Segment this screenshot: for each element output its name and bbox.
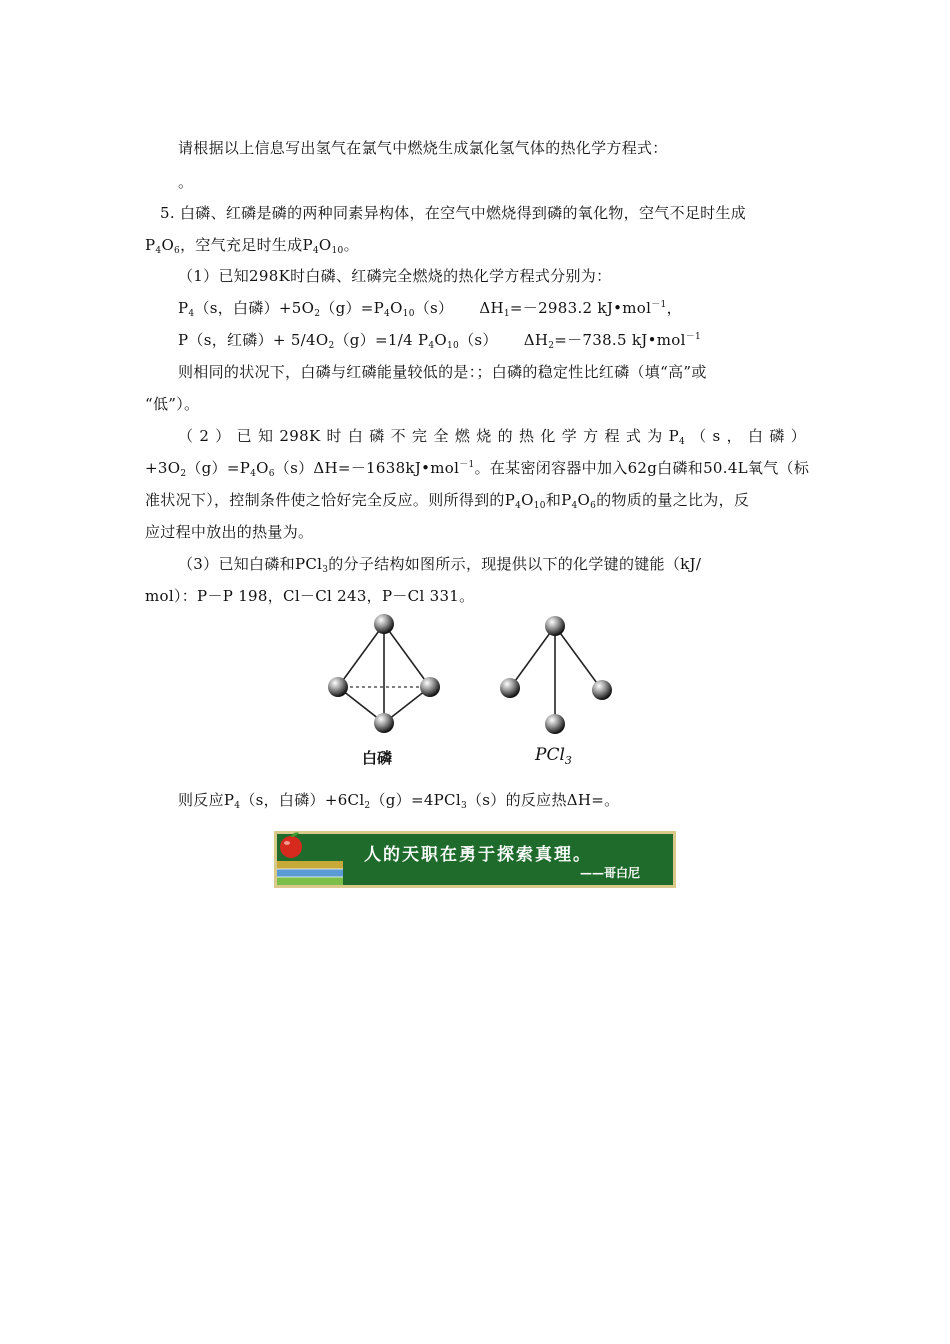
t: PCl: [535, 745, 565, 765]
t: 3: [460, 801, 467, 811]
t: ，空气充足时生成P: [180, 236, 313, 254]
t: O: [318, 236, 332, 254]
t: 。: [343, 236, 359, 254]
cl-atom: [592, 680, 612, 700]
q5-part2-line4: [145, 522, 313, 542]
t: 准状况下），控制条件使之恰好完全反应。则所得到的P: [145, 491, 516, 509]
t: 的分子结构如图所示，现提供以下的化学键的键能（kJ/: [328, 555, 702, 573]
t: （g）=4PCl: [370, 791, 461, 809]
t: O: [434, 331, 448, 349]
q4-prompt-text: 请根据以上信息写出氢气在氯气中燃烧生成氯化氢气体的热化学方程式：: [178, 139, 668, 157]
books-icon: [277, 861, 343, 885]
motto-banner: [274, 831, 676, 888]
t: （s）ΔH=－1638kJ•mol: [274, 459, 460, 477]
t: （3）已知白磷和PCl: [178, 555, 323, 573]
t: 4: [571, 501, 578, 511]
t: （1）已知298K时白磷、红磷完全燃烧的热化学方程式分别为：: [178, 267, 612, 285]
t: ΔH: [523, 331, 549, 349]
molecular-structure-figure: [320, 610, 630, 770]
t: 2: [364, 801, 371, 811]
t: 应过程中放出的热量为。: [145, 523, 314, 541]
q5-part1-title: [178, 266, 611, 286]
t: P（s，红磷）+ 5/4O: [178, 331, 329, 349]
t: 则相同的状况下，白磷与红磷能量较低的是：；白磷的稳定性比红磷（填“高”或: [178, 363, 707, 381]
cl-atom: [500, 678, 520, 698]
t: 6: [174, 246, 181, 256]
q5-intro-line1: [160, 203, 746, 223]
t: －1: [651, 300, 667, 310]
t: （s）的反应热ΔH=。: [466, 791, 620, 809]
p-atom: [420, 677, 440, 697]
t: （2）已知298K时白磷不完全燃烧的热化学方程式为P: [178, 427, 679, 445]
t: ，: [666, 299, 682, 317]
q4-end: [178, 172, 193, 192]
p-atom: [374, 614, 394, 634]
t: 10: [533, 501, 546, 511]
t: 2: [548, 341, 555, 351]
q5-part3-line2: [145, 586, 474, 606]
t: 3: [322, 565, 329, 575]
t: =－2983.2 kJ•mol: [509, 299, 652, 317]
q5-part1-question-line2: [145, 394, 199, 414]
t: （s，白磷）: [685, 427, 806, 445]
t: O: [161, 236, 175, 254]
t: 则反应P: [178, 791, 235, 809]
q5-part2-line1: [178, 426, 806, 446]
p-atom: [374, 713, 394, 733]
caption-white-phosphorus: 白磷: [362, 749, 393, 767]
t: 4: [384, 309, 391, 319]
t: （s）: [459, 331, 498, 349]
t: 1: [503, 309, 510, 319]
q5-intro-line2: [145, 235, 359, 255]
t: 10: [331, 246, 344, 256]
t: （s，白磷）+6Cl: [240, 791, 365, 809]
t: －1: [459, 460, 475, 470]
caption-pcl3: [535, 745, 572, 765]
t: O: [390, 299, 403, 317]
t: O: [521, 491, 534, 509]
t: （g）=P: [320, 299, 385, 317]
t: （s，白磷）+5O: [194, 299, 315, 317]
t: 2: [328, 341, 335, 351]
q5-part2-line2: [145, 458, 809, 478]
t: 4: [250, 469, 257, 479]
p-atom: [545, 616, 565, 636]
q5-intro-text: 5. 白磷、红磷是磷的两种同素异构体，在空气中燃烧得到磷的氧化物，空气不足时生成: [160, 204, 747, 222]
t: 10: [402, 309, 415, 319]
t: “低”）。: [145, 395, 200, 413]
t: O: [577, 491, 591, 509]
t: 4: [312, 246, 319, 256]
q5-part1-question-line1: [178, 362, 707, 382]
t: 和P: [545, 491, 572, 509]
t: ΔH: [479, 299, 504, 317]
t: （s）: [414, 299, 454, 317]
t: 4: [155, 246, 162, 256]
t: mol）：P－P 198，Cl－Cl 243，P－Cl 331。: [145, 587, 475, 605]
t: +3O: [145, 459, 181, 477]
t: 10: [447, 341, 460, 351]
t: 6: [268, 469, 275, 479]
t: 2: [314, 309, 321, 319]
t: 4: [188, 309, 195, 319]
t: 4: [428, 341, 435, 351]
q4-end-text: 。: [178, 173, 194, 191]
q5-part3-line1: [178, 554, 701, 574]
white-phosphorus-tetrahedron: [328, 614, 440, 733]
t: 2: [180, 469, 187, 479]
pcl3-molecule: [500, 616, 612, 734]
t: P: [178, 299, 189, 317]
t: 6: [590, 501, 597, 511]
cl-atom: [545, 714, 565, 734]
banner-quote: 人的天职在勇于探索真理。: [364, 845, 592, 865]
t: P: [145, 236, 156, 254]
t: 4: [679, 437, 686, 447]
q5-part3-question: [178, 790, 619, 810]
t: 的物质的量之比为，反: [596, 491, 750, 509]
t: =－738.5 kJ•mol: [554, 331, 686, 349]
t: 4: [234, 801, 241, 811]
equation-red-phosphorus: [178, 330, 701, 350]
equation-white-phosphorus: [178, 298, 682, 318]
t: 4: [515, 501, 522, 511]
p-atom: [328, 677, 348, 697]
t: O: [256, 459, 269, 477]
t: －1: [685, 332, 702, 342]
t: 。在某密闭容器中加入62g白磷和50.4L氧气（标: [474, 459, 810, 477]
banner-author: ——哥白尼: [580, 866, 641, 880]
q4-prompt: [178, 138, 668, 158]
t: 3: [564, 754, 572, 767]
q5-part2-line3: [145, 490, 749, 510]
t: （g）=P: [186, 459, 251, 477]
t: （g）=1/4 P: [334, 331, 429, 349]
